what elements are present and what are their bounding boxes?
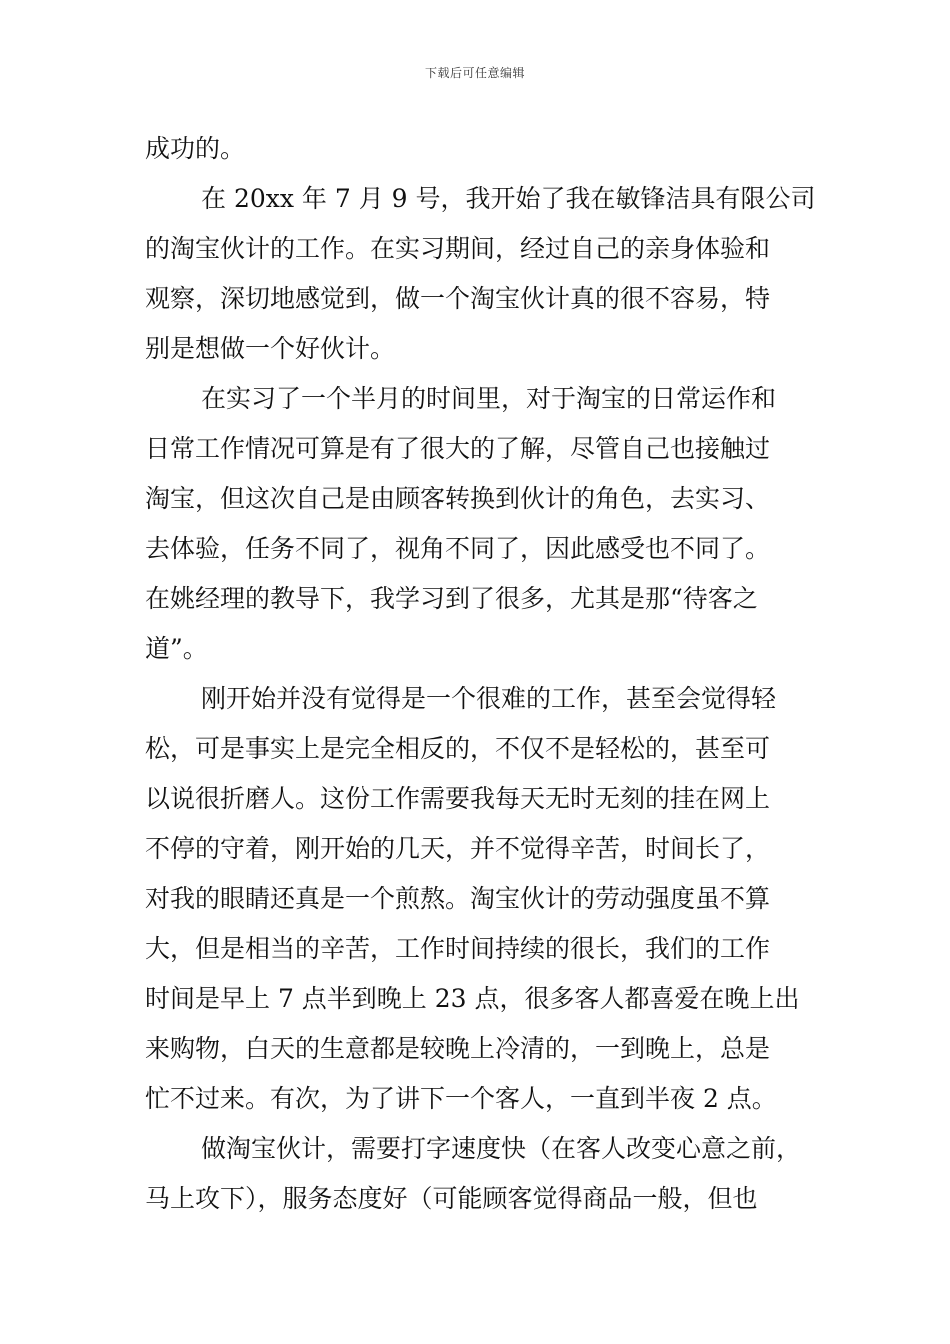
text-line: 对我的眼睛还真是一个煎熬。淘宝伙计的劳动强度虽不算 [145, 884, 771, 913]
text-line: 来购物，白天的生意都是较晚上冷清的，一到晚上，总是 [145, 1034, 771, 1063]
text-line: 在姚经理的教导下，我学习到了很多，尤其是那“待客之 [145, 584, 758, 613]
paragraph-first-line: 在实习了一个半月的时间里，对于淘宝的日常运作和 [201, 384, 777, 413]
text-line: 以说很折磨人。这份工作需要我每天无时无刻的挂在网上 [145, 784, 771, 813]
text-line: 时间是早上 7 点半到晚上 23 点，很多客人都喜爱在晚上出 [145, 984, 800, 1013]
text-line: 不停的守着，刚开始的几天，并不觉得辛苦，时间长了， [145, 834, 771, 863]
document-body [145, 124, 815, 1224]
text-line: 松，可是事实上是完全相反的，不仅不是轻松的，甚至可 [145, 734, 771, 763]
text-line: 日常工作情况可算是有了很大的了解，尽管自己也接触过 [145, 434, 771, 463]
text-line: 别是想做一个好伙计。 [145, 334, 396, 363]
page-header: 下载后可任意编辑 [424, 66, 525, 80]
text-line: 大，但是相当的辛苦，工作时间持续的很长，我们的工作 [145, 934, 771, 963]
text-line: 道”。 [145, 634, 208, 663]
text-line: 的淘宝伙计的工作。在实习期间，经过自己的亲身体验和 [145, 234, 771, 263]
paragraph-first-line: 做淘宝伙计，需要打字速度快（在客人改变心意之前， [201, 1134, 802, 1163]
text-line: 去体验，任务不同了，视角不同了，因此感受也不同了。 [145, 534, 771, 563]
text-line: 观察，深切地感觉到，做一个淘宝伙计真的很不容易，特 [145, 284, 771, 313]
text-line: 成功的。 [145, 134, 246, 163]
text-line: 淘宝，但这次自己是由顾客转换到伙计的角色，去实习、 [145, 484, 771, 513]
text-line: 忙不过来。有次，为了讲下一个客人，一直到半夜 2 点。 [145, 1084, 777, 1113]
paragraph-first-line: 在 20xx 年 7 月 9 号，我开始了我在敏锋洁具有限公司 [201, 184, 816, 213]
text-line: 马上攻下），服务态度好（可能顾客觉得商品一般，但也 [145, 1184, 758, 1213]
paragraph-first-line: 刚开始并没有觉得是一个很难的工作，甚至会觉得轻 [201, 684, 777, 713]
